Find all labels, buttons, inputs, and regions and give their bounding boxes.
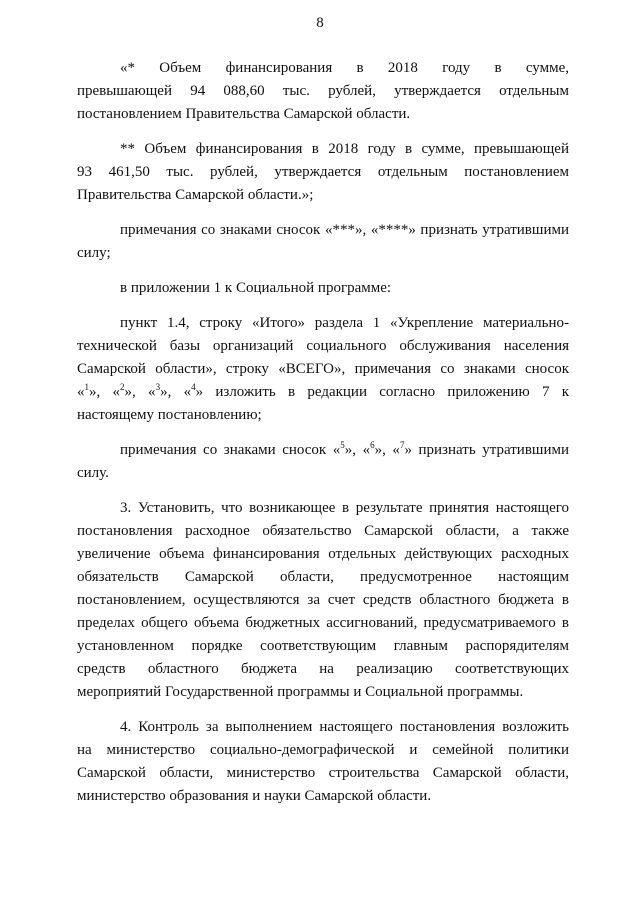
text-line: превышающей 94 088,60 тыс. рублей, утверждается отдельным xyxy=(77,83,569,99)
paragraph-invalid-notes xyxy=(77,219,569,265)
document-body xyxy=(77,57,569,808)
text-line: средств областного бюджета на реализацию соответствующих xyxy=(77,661,569,677)
paragraph-point-4 xyxy=(77,716,569,808)
text-line: примечания со знаками сносок «***», «****» признать утратившими xyxy=(120,222,569,238)
text-line: на министерство социально-демографической и семейной политики xyxy=(77,742,569,758)
paragraph-annex xyxy=(77,277,569,300)
text-line: установленном порядке соответствующим главным распорядителям xyxy=(77,638,569,654)
text-line: примечания со знаками сносок «$^5$», «$^6$», «$^7$» признать утратившими xyxy=(120,440,570,458)
text-line: постановлением Правительства Самарской области. xyxy=(77,106,411,122)
text-line: «* Объем финансирования в 2018 году в сумме, xyxy=(120,60,569,76)
text-line: мероприятий Государственной программы и Социальной программы. xyxy=(77,684,524,700)
text-line: Самарской области, министерство строительства Самарской области, xyxy=(77,765,569,781)
text-line: 3. Установить, что возникающее в результате принятия настоящего xyxy=(120,500,569,516)
text-line: пункт 1.4, строку «Итого» раздела 1 «Укрепление материально- xyxy=(120,315,569,331)
text-line: постановлением, осуществляются за счет средств областного бюджета в xyxy=(77,592,569,608)
text-line: увеличение объема финансирования отдельных действующих расходных xyxy=(77,546,569,562)
text-line: настоящему постановлению; xyxy=(77,407,262,423)
paragraph-note-2 xyxy=(77,138,569,207)
text-line: силу; xyxy=(77,245,111,261)
text-line: «$^1$», «$^2$», «$^3$», «$^4$» изложить в редакции согласно приложению 7 к xyxy=(77,382,570,400)
text-line: Самарской области», строку «ВСЕГО», примечания со знаками сносок xyxy=(77,361,569,377)
text-line: силу. xyxy=(77,465,109,481)
text-line: пределах общего объема бюджетных ассигнований, предусматриваемого в xyxy=(77,615,569,631)
text-line: 93 461,50 тыс. рублей, утверждается отдельным постановлением xyxy=(77,164,569,180)
text-line: ** Объем финансирования в 2018 году в сумме, превышающей xyxy=(120,141,569,157)
text-line: обязательств Самарской области, предусмотренное настоящим xyxy=(77,569,569,585)
text-line: 4. Контроль за выполнением настоящего постановления возложить xyxy=(120,719,569,735)
page-number: 8 xyxy=(316,15,324,31)
text-line: технической базы организаций социального обслуживания населения xyxy=(77,338,569,354)
paragraph-invalid-notes-2 xyxy=(77,439,569,485)
paragraph-point-3 xyxy=(77,497,569,704)
text-line: министерство образования и науки Самарской области. xyxy=(77,788,432,804)
text-line: в приложении 1 к Социальной программе: xyxy=(120,280,392,296)
paragraph-note-1 xyxy=(77,57,569,126)
paragraph-item-1-4 xyxy=(77,312,569,427)
text-line: постановления расходное обязательство Самарской области, а также xyxy=(77,523,569,539)
text-line: Правительства Самарской области.»; xyxy=(77,187,314,203)
